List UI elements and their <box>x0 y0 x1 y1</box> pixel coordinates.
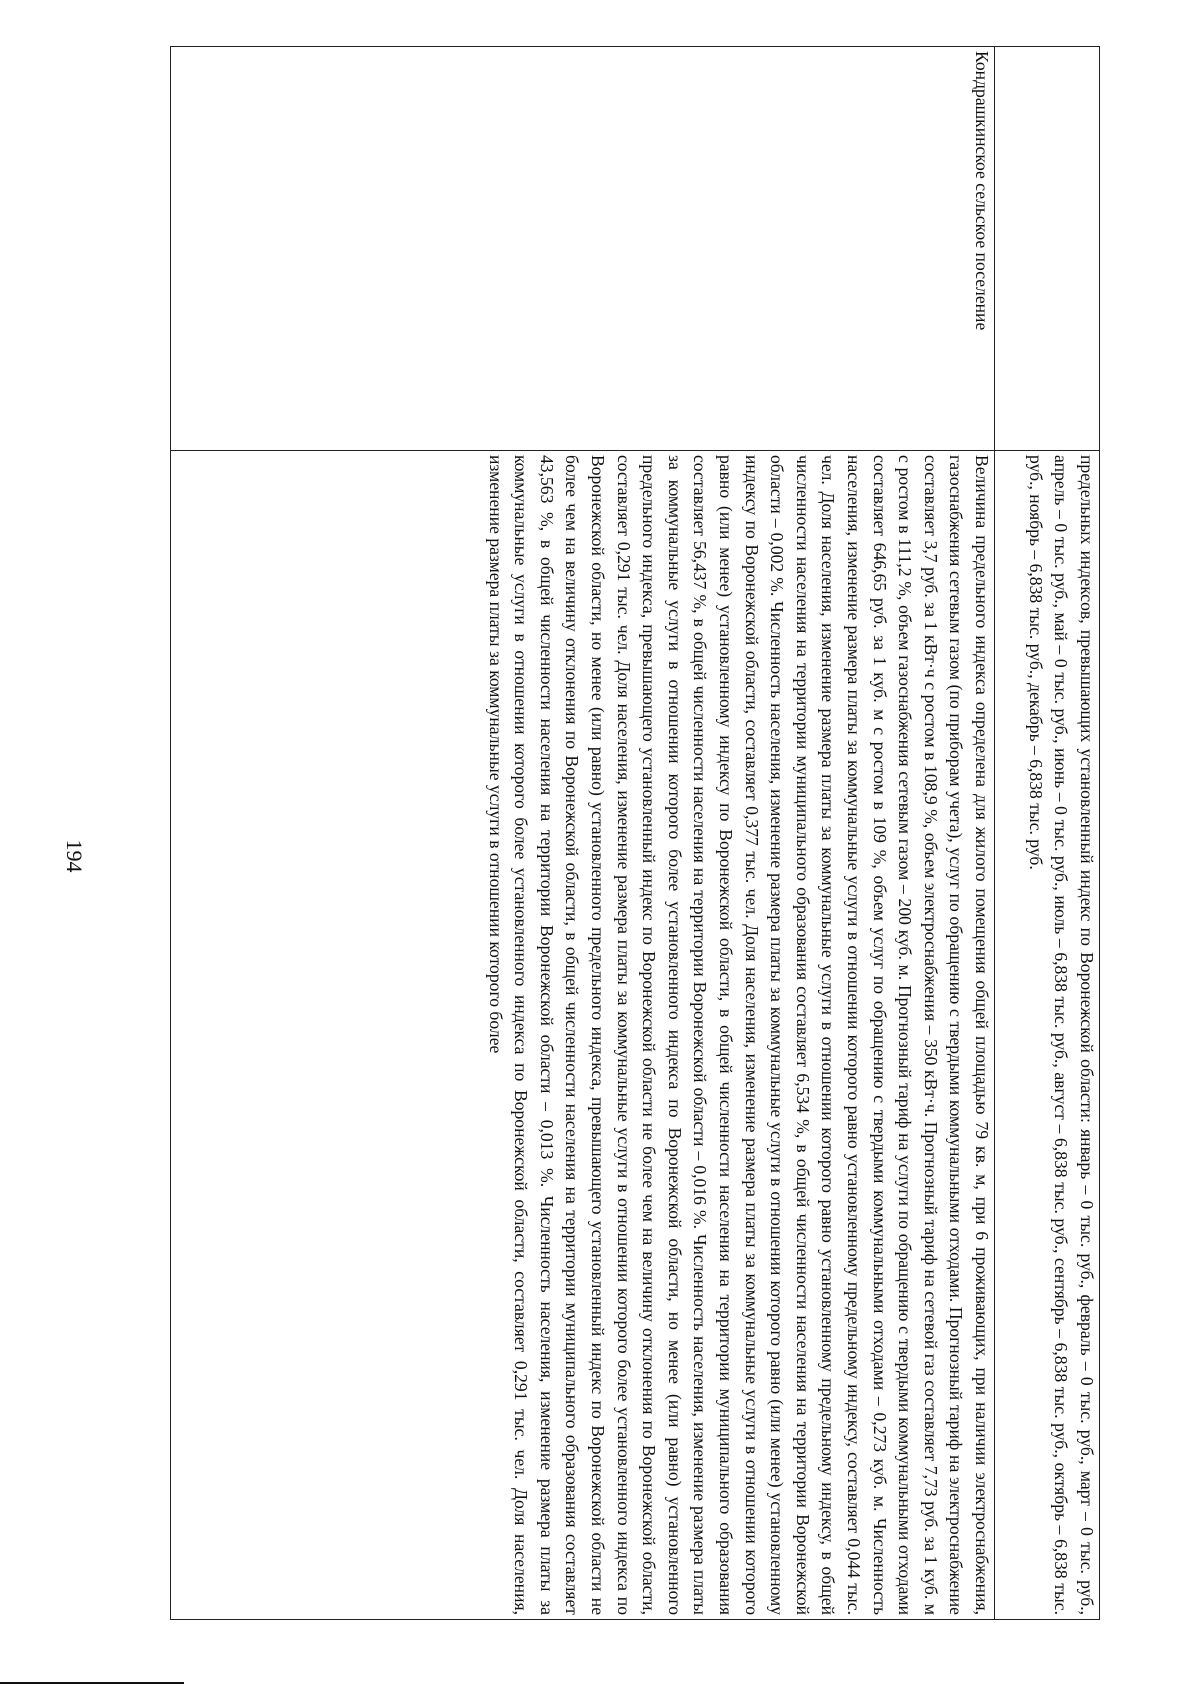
table-row <box>171 47 995 1620</box>
index-description-cell: предельных индексов, превышающих установленный индекс по Воронежской области: январь – 0 тыс. руб., февраль – 0 тыс. руб., март – 0 тыс. руб., апрель – 0 тыс. руб., май – 0 тыс. руб., июнь – 0 тыс. руб., июль – 6,838 тыс. руб., август – 6,838 тыс. руб., сентябрь – 6,838 тыс. руб., октябрь – 6,838 тыс. руб., ноябрь – 6,838 тыс. руб., декабрь – 6,838 тыс. руб. <box>995 451 1100 1620</box>
municipality-cell: Кондрашкинское сельское поселение <box>171 47 995 451</box>
index-description-cell: Величина предельного индекса определена для жилого помещения общей площадью 79 кв. м, при 6 проживающих, при наличии электроснабжения, газоснабжения сетевым газом (по приборам учета), услуг по обращению с твердыми коммунальными отходами. Прогнозный тариф на электроснабжение составляет 3,7 руб. за 1 кВт·ч с ростом в 108,9 %, объем электроснабжения – 350 кВт·ч. Прогнозный тариф на сетевой газ составляет 7,73 руб. за 1 куб. м с ростом в 111,2 %, объем газоснабжения сетевым газом – 200 куб. м. Прогнозный тариф на услуги по обращению с твердыми коммунальными отходами составляет 646,65 руб. за 1 куб. м с ростом в 109 %, объем услуг по обращению с твердыми коммунальными отходами – 0,273 куб. м. Численность населения, изменение размера платы за коммунальные услуги в отношении которого равно установленному предельному индексу, составляет 0,044 тыс. чел. Доля населения, изменение размера платы за коммунальные услуги в отношении которого равно установленному предельному индексу, в общей численности населения на территории муниципального образования составляет 6,534 %, в общей численности населения на территории Воронежской области – 0,002 %. Численность населения, изменение размера платы за коммунальные услуги в отношении которого равно (или менее) установленному индексу по Воронежской области, составляет 0,377 тыс. чел. Доля населения, изменение размера платы за коммунальные услуги в отношении которого равно (или менее) установленному индексу по Воронежской области, в общей численности населения на территории муниципального образования составляет 56,437 %, в общей численности населения на территории Воронежской области – 0,016 %. Численность населения, изменение размера платы за коммунальные услуги в отношении которого более установленного индекса по Воронежской области, но менее (или равно) установленного предельного индекса, превышающего установленный индекс по Воронежской области не более чем на величину отклонения по Воронежской области, составляет 0,291 тыс. чел. Доля населения, изменение размера платы за коммунальные услуги в отношении которого более установленного индекса по Воронежской области, но менее (или равно) установленного предельного индекса, превышающего установленный индекс по Воронежской области не более чем на величину отклонения по Воронежской области, в общей численности населения на территории муниципального образования составляет 43,563 %, в общей численности населения на территории Воронежской области – 0,013 %. Численность населения, изменение размера платы за коммунальные услуги в отношении которого более установленного индекса по Воронежской области, составляет 0,291 тыс. чел. Доля населения, изменение размера платы за коммунальные услуги в отношении которого более <box>171 451 995 1620</box>
page-number: 194 <box>62 839 87 873</box>
rotated-page-content <box>170 46 1100 1620</box>
table-row <box>995 47 1100 1620</box>
municipality-cell <box>995 47 1100 451</box>
scan-edge-line <box>0 1682 184 1684</box>
tariff-index-table <box>170 46 1100 1620</box>
